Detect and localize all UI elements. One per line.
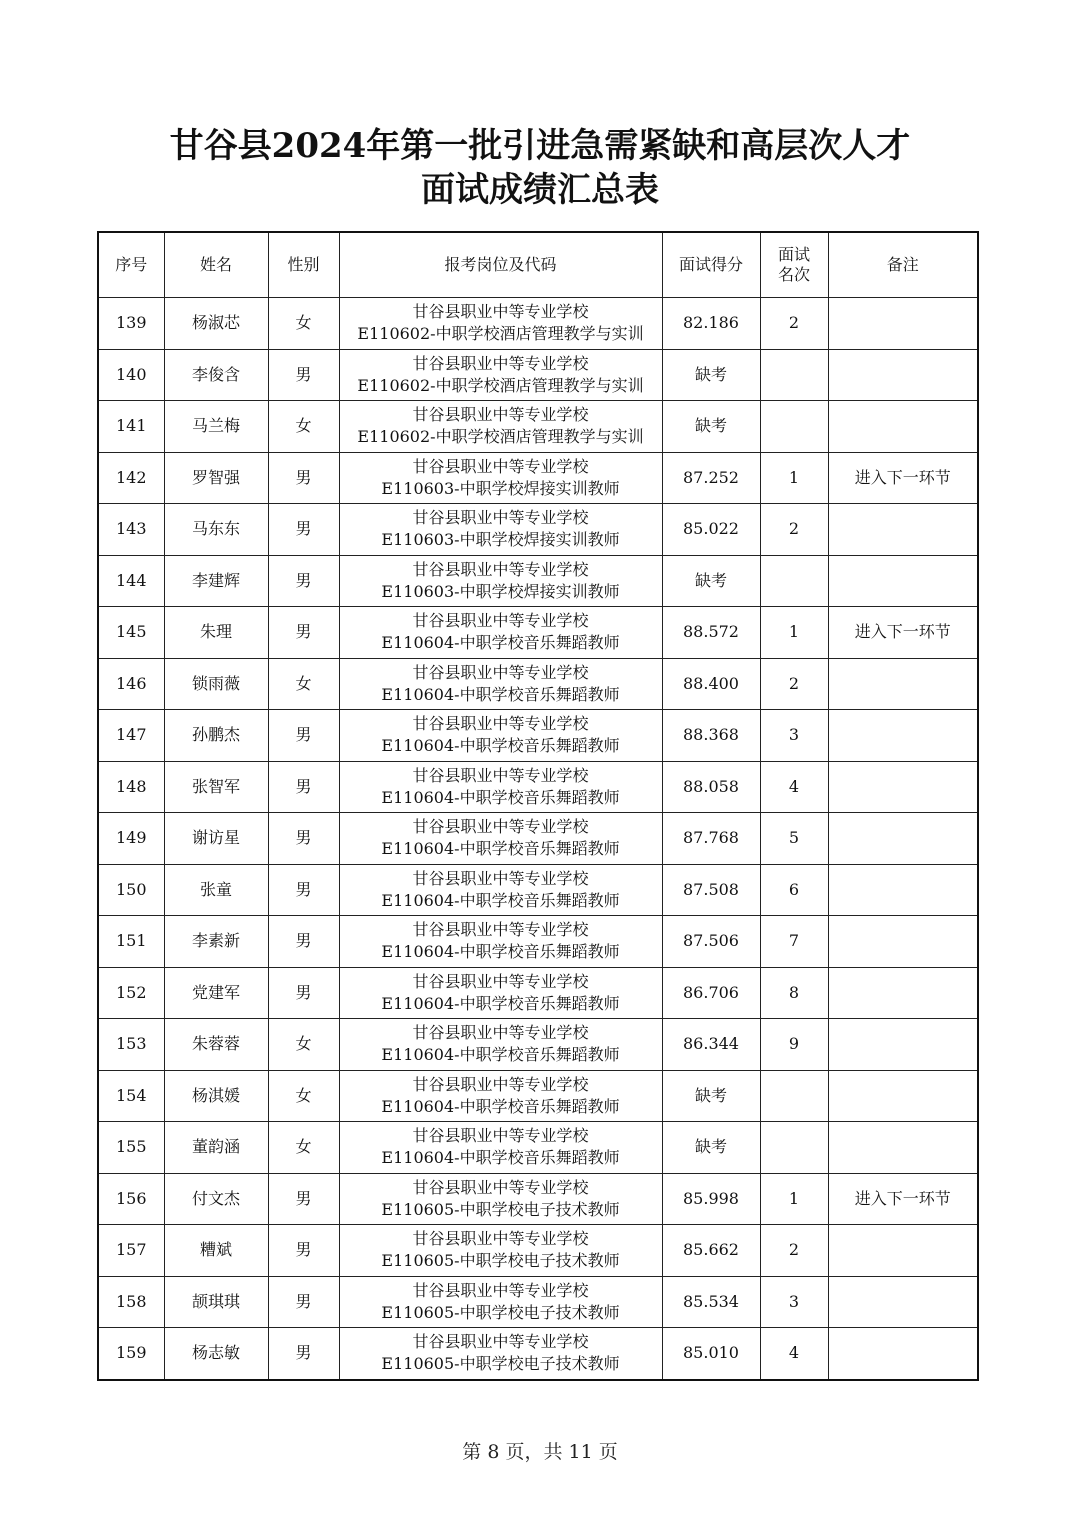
cell-position [339, 967, 662, 1019]
column-header: 备注 [828, 232, 978, 298]
cell-serial-number: 146 [98, 658, 164, 710]
cell-name: 马兰梅 [164, 401, 268, 453]
cell-serial-number: 153 [98, 1019, 164, 1071]
table-row [98, 1276, 978, 1328]
cell-interview-score: 缺考 [662, 1122, 760, 1174]
position-code: E110605-中职学校电子技术教师 [381, 1354, 620, 1374]
position-unit: 甘谷县职业中等专业学校 [412, 405, 589, 425]
cell-position [339, 813, 662, 865]
cell-gender: 男 [268, 1276, 339, 1328]
position-unit: 甘谷县职业中等专业学校 [412, 1177, 589, 1197]
cell-remark [828, 1225, 978, 1277]
position-code: E110604-中职学校音乐舞蹈教师 [381, 993, 620, 1013]
position-code: E110605-中职学校电子技术教师 [381, 1302, 620, 1322]
cell-serial-number: 148 [98, 761, 164, 813]
position-code: E110603-中职学校焊接实训教师 [381, 530, 620, 550]
cell-remark [828, 813, 978, 865]
cell-interview-score: 缺考 [662, 401, 760, 453]
position-unit: 甘谷县职业中等专业学校 [412, 353, 589, 373]
position-unit: 甘谷县职业中等专业学校 [412, 559, 589, 579]
cell-gender: 男 [268, 916, 339, 968]
cell-serial-number: 149 [98, 813, 164, 865]
table-row [98, 1122, 978, 1174]
cell-interview-rank: 9 [760, 1019, 828, 1071]
column-header: 面试得分 [662, 232, 760, 298]
cell-remark [828, 1019, 978, 1071]
cell-position [339, 401, 662, 453]
cell-interview-rank: 7 [760, 916, 828, 968]
cell-interview-rank: 2 [760, 504, 828, 556]
table-row [98, 401, 978, 453]
position-code: E110602-中职学校酒店管理教学与实训 [357, 324, 644, 344]
position-unit: 甘谷县职业中等专业学校 [412, 1126, 589, 1146]
cell-remark [828, 864, 978, 916]
position-code: E110604-中职学校音乐舞蹈教师 [381, 684, 620, 704]
cell-interview-rank: 5 [760, 813, 828, 865]
column-header: 姓名 [164, 232, 268, 298]
cell-interview-rank: 2 [760, 298, 828, 350]
position-unit: 甘谷县职业中等专业学校 [412, 1332, 589, 1352]
cell-remark [828, 1328, 978, 1380]
cell-interview-score: 88.058 [662, 761, 760, 813]
table-row [98, 555, 978, 607]
cell-serial-number: 156 [98, 1173, 164, 1225]
cell-serial-number: 144 [98, 555, 164, 607]
table-row [98, 1173, 978, 1225]
cell-remark: 进入下一环节 [828, 452, 978, 504]
cell-name: 张智军 [164, 761, 268, 813]
cell-interview-rank: 8 [760, 967, 828, 1019]
cell-interview-score: 85.534 [662, 1276, 760, 1328]
cell-position [339, 1173, 662, 1225]
position-code: E110605-中职学校电子技术教师 [381, 1251, 620, 1271]
cell-interview-score: 86.344 [662, 1019, 760, 1071]
column-header: 面试 名次 [760, 232, 828, 298]
cell-gender: 女 [268, 298, 339, 350]
cell-remark [828, 1122, 978, 1174]
position-unit: 甘谷县职业中等专业学校 [412, 302, 589, 322]
cell-serial-number: 159 [98, 1328, 164, 1380]
cell-interview-rank: 3 [760, 710, 828, 762]
cell-interview-score: 85.010 [662, 1328, 760, 1380]
cell-interview-rank: 4 [760, 1328, 828, 1380]
table-row [98, 1225, 978, 1277]
cell-name: 李建辉 [164, 555, 268, 607]
table-row [98, 916, 978, 968]
cell-name: 马东东 [164, 504, 268, 556]
cell-gender: 男 [268, 452, 339, 504]
cell-interview-score: 缺考 [662, 349, 760, 401]
cell-interview-score: 85.998 [662, 1173, 760, 1225]
column-header: 报考岗位及代码 [339, 232, 662, 298]
cell-position [339, 1122, 662, 1174]
cell-interview-score: 87.506 [662, 916, 760, 968]
cell-name: 谢访星 [164, 813, 268, 865]
cell-serial-number: 158 [98, 1276, 164, 1328]
cell-interview-score: 88.400 [662, 658, 760, 710]
cell-gender: 女 [268, 401, 339, 453]
position-code: E110604-中职学校音乐舞蹈教师 [381, 1045, 620, 1065]
cell-remark [828, 761, 978, 813]
position-unit: 甘谷县职业中等专业学校 [412, 1023, 589, 1043]
cell-interview-score: 87.252 [662, 452, 760, 504]
cell-name: 朱蓉蓉 [164, 1019, 268, 1071]
cell-remark [828, 710, 978, 762]
position-code: E110602-中职学校酒店管理教学与实训 [357, 375, 644, 395]
cell-remark [828, 504, 978, 556]
cell-position [339, 761, 662, 813]
cell-name: 付文杰 [164, 1173, 268, 1225]
cell-interview-rank: 2 [760, 1225, 828, 1277]
cell-gender: 女 [268, 1019, 339, 1071]
cell-gender: 男 [268, 349, 339, 401]
cell-interview-score: 82.186 [662, 298, 760, 350]
cell-serial-number: 151 [98, 916, 164, 968]
table-row [98, 1019, 978, 1071]
cell-position [339, 555, 662, 607]
cell-gender: 男 [268, 864, 339, 916]
position-unit: 甘谷县职业中等专业学校 [412, 971, 589, 991]
position-code: E110603-中职学校焊接实训教师 [381, 478, 620, 498]
cell-serial-number: 147 [98, 710, 164, 762]
cell-gender: 男 [268, 813, 339, 865]
table-row [98, 761, 978, 813]
cell-interview-rank [760, 401, 828, 453]
cell-position [339, 298, 662, 350]
table-row [98, 1070, 978, 1122]
table-row [98, 349, 978, 401]
cell-interview-score: 缺考 [662, 1070, 760, 1122]
table-body [98, 298, 978, 1380]
cell-gender: 男 [268, 1225, 339, 1277]
position-unit: 甘谷县职业中等专业学校 [412, 508, 589, 528]
cell-gender: 男 [268, 1173, 339, 1225]
cell-name: 张童 [164, 864, 268, 916]
table-row [98, 504, 978, 556]
cell-interview-score: 85.662 [662, 1225, 760, 1277]
position-unit: 甘谷县职业中等专业学校 [412, 868, 589, 888]
cell-position [339, 452, 662, 504]
cell-gender: 男 [268, 761, 339, 813]
position-code: E110604-中职学校音乐舞蹈教师 [381, 736, 620, 756]
cell-position [339, 1019, 662, 1071]
cell-position [339, 916, 662, 968]
table-row [98, 710, 978, 762]
cell-gender: 女 [268, 1122, 339, 1174]
position-unit: 甘谷县职业中等专业学校 [412, 817, 589, 837]
table-row [98, 864, 978, 916]
cell-serial-number: 142 [98, 452, 164, 504]
cell-remark: 进入下一环节 [828, 1173, 978, 1225]
cell-name: 杨淑芯 [164, 298, 268, 350]
position-code: E110604-中职学校音乐舞蹈教师 [381, 787, 620, 807]
position-code: E110604-中职学校音乐舞蹈教师 [381, 633, 620, 653]
table-row [98, 1328, 978, 1380]
cell-remark [828, 349, 978, 401]
table-row [98, 607, 978, 659]
cell-interview-rank: 6 [760, 864, 828, 916]
cell-serial-number: 143 [98, 504, 164, 556]
cell-interview-score: 87.508 [662, 864, 760, 916]
column-header: 序号 [98, 232, 164, 298]
cell-interview-rank: 2 [760, 658, 828, 710]
cell-remark: 进入下一环节 [828, 607, 978, 659]
column-header: 性别 [268, 232, 339, 298]
cell-name: 糟斌 [164, 1225, 268, 1277]
cell-position [339, 1070, 662, 1122]
cell-serial-number: 152 [98, 967, 164, 1019]
cell-interview-score: 88.368 [662, 710, 760, 762]
cell-interview-rank [760, 1122, 828, 1174]
page-number: 第 8 页，共 11 页 [462, 1441, 618, 1463]
cell-interview-score: 缺考 [662, 555, 760, 607]
cell-remark [828, 298, 978, 350]
position-code: E110604-中职学校音乐舞蹈教师 [381, 839, 620, 859]
position-code: E110604-中职学校音乐舞蹈教师 [381, 890, 620, 910]
cell-gender: 男 [268, 1328, 339, 1380]
table-header-row [98, 232, 978, 298]
position-unit: 甘谷县职业中等专业学校 [412, 765, 589, 785]
cell-remark [828, 658, 978, 710]
cell-remark [828, 916, 978, 968]
cell-interview-rank: 1 [760, 1173, 828, 1225]
position-unit: 甘谷县职业中等专业学校 [412, 662, 589, 682]
cell-gender: 女 [268, 658, 339, 710]
cell-gender: 男 [268, 967, 339, 1019]
position-unit: 甘谷县职业中等专业学校 [412, 920, 589, 940]
cell-position [339, 607, 662, 659]
position-code: E110604-中职学校音乐舞蹈教师 [381, 1096, 620, 1116]
cell-remark [828, 1276, 978, 1328]
cell-interview-score: 88.572 [662, 607, 760, 659]
cell-gender: 男 [268, 710, 339, 762]
cell-name: 董韵涵 [164, 1122, 268, 1174]
position-unit: 甘谷县职业中等专业学校 [412, 1280, 589, 1300]
cell-interview-rank: 1 [760, 452, 828, 504]
cell-position [339, 504, 662, 556]
cell-interview-score: 86.706 [662, 967, 760, 1019]
cell-serial-number: 154 [98, 1070, 164, 1122]
position-code: E110604-中职学校音乐舞蹈教师 [381, 1148, 620, 1168]
cell-name: 党建军 [164, 967, 268, 1019]
table-row [98, 967, 978, 1019]
table-row [98, 813, 978, 865]
table-row [98, 452, 978, 504]
position-code: E110605-中职学校电子技术教师 [381, 1199, 620, 1219]
cell-gender: 女 [268, 1070, 339, 1122]
cell-interview-rank: 3 [760, 1276, 828, 1328]
cell-remark [828, 555, 978, 607]
cell-remark [828, 401, 978, 453]
table-row [98, 298, 978, 350]
cell-serial-number: 145 [98, 607, 164, 659]
cell-serial-number: 139 [98, 298, 164, 350]
cell-name: 孙鹏杰 [164, 710, 268, 762]
cell-serial-number: 157 [98, 1225, 164, 1277]
cell-position [339, 1225, 662, 1277]
cell-interview-rank: 1 [760, 607, 828, 659]
cell-position [339, 658, 662, 710]
cell-name: 锁雨薇 [164, 658, 268, 710]
cell-name: 李俊含 [164, 349, 268, 401]
cell-gender: 男 [268, 607, 339, 659]
cell-interview-score: 87.768 [662, 813, 760, 865]
cell-serial-number: 140 [98, 349, 164, 401]
table-row [98, 658, 978, 710]
position-unit: 甘谷县职业中等专业学校 [412, 1229, 589, 1249]
cell-name: 颉琪琪 [164, 1276, 268, 1328]
position-unit: 甘谷县职业中等专业学校 [412, 714, 589, 734]
cell-name: 李素新 [164, 916, 268, 968]
cell-interview-rank: 4 [760, 761, 828, 813]
position-unit: 甘谷县职业中等专业学校 [412, 1074, 589, 1094]
cell-interview-rank [760, 349, 828, 401]
cell-position [339, 710, 662, 762]
cell-name: 朱理 [164, 607, 268, 659]
cell-interview-rank [760, 555, 828, 607]
cell-serial-number: 155 [98, 1122, 164, 1174]
position-code: E110604-中职学校音乐舞蹈教师 [381, 942, 620, 962]
position-unit: 甘谷县职业中等专业学校 [412, 611, 589, 631]
cell-position [339, 349, 662, 401]
cell-remark [828, 967, 978, 1019]
cell-interview-rank [760, 1070, 828, 1122]
cell-gender: 男 [268, 555, 339, 607]
position-unit: 甘谷县职业中等专业学校 [412, 456, 589, 476]
cell-name: 罗智强 [164, 452, 268, 504]
page-title-line2: 面试成绩汇总表 [421, 170, 659, 210]
cell-remark [828, 1070, 978, 1122]
score-table [97, 231, 979, 1381]
cell-position [339, 1276, 662, 1328]
cell-serial-number: 150 [98, 864, 164, 916]
cell-position [339, 864, 662, 916]
cell-name: 杨淇媛 [164, 1070, 268, 1122]
cell-serial-number: 141 [98, 401, 164, 453]
cell-name: 杨志敏 [164, 1328, 268, 1380]
position-code: E110603-中职学校焊接实训教师 [381, 581, 620, 601]
cell-position [339, 1328, 662, 1380]
cell-gender: 男 [268, 504, 339, 556]
cell-interview-score: 85.022 [662, 504, 760, 556]
page-title-line1: 甘谷县2024年第一批引进急需紧缺和高层次人才 [169, 126, 911, 166]
position-code: E110602-中职学校酒店管理教学与实训 [357, 427, 644, 447]
